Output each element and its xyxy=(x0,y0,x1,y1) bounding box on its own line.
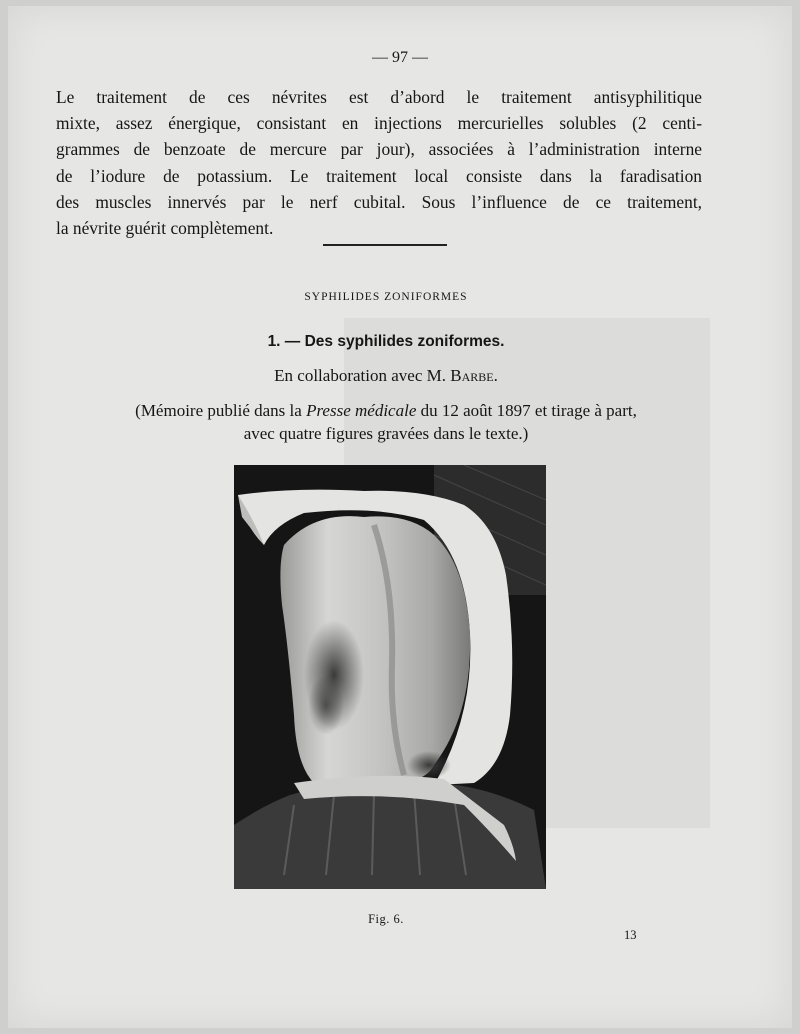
paragraph-line: des muscles innervés par le nerf cubital. Sous l’influence de ce traitement, xyxy=(56,191,702,212)
figure-caption: Fig. 6. xyxy=(368,912,404,926)
body-paragraph xyxy=(56,84,702,241)
collaboration-prefix: En collaboration avec M. xyxy=(274,366,451,385)
section-title: SYPHILIDES ZONIFORMES xyxy=(304,291,468,303)
paragraph-line: la névrite guérit complètement. xyxy=(56,218,274,239)
journal-name: Presse médicale xyxy=(306,401,417,420)
publication-note xyxy=(56,399,716,445)
collaboration-line xyxy=(0,366,772,386)
paragraph-line: Le traitement de ces névrites est d’abord le traitement antisyphilitique xyxy=(56,87,702,107)
paragraph-line: grammes de benzoate de mercure par jour), associées à l’administration interne xyxy=(56,139,702,160)
paragraph-line: de l’iodure de potassium. Le traitement local consiste dans la faradisation xyxy=(56,165,702,186)
publication-note-open: (Mémoire publié dans la xyxy=(135,401,307,420)
section-divider xyxy=(323,244,447,246)
paragraph-line: mixte, assez énergique, consistant en injections mercurielles solubles (2 centi- xyxy=(56,113,702,134)
clinical-photograph xyxy=(234,465,546,889)
signature-mark: 13 xyxy=(624,928,637,942)
publication-note-line2: avec quatre figures gravées dans le texte.) xyxy=(243,424,529,443)
publication-note-rest: du 12 août 1897 et tirage à part, xyxy=(416,401,637,420)
page-number: — 97 — xyxy=(372,49,428,66)
collaborator-name: Barbe. xyxy=(450,366,498,385)
article-heading: 1. — Des syphilides zoniformes. xyxy=(267,333,505,350)
